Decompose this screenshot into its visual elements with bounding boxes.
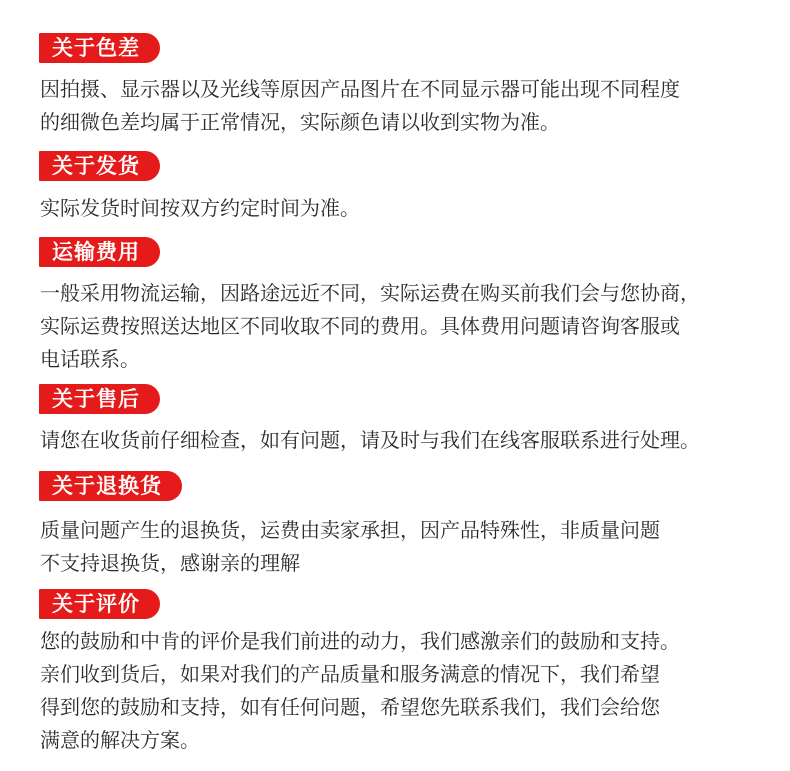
section-title-badge: 关于发货 <box>39 151 160 181</box>
section-body <box>40 424 780 457</box>
section-title-badge: 关于色差 <box>39 33 160 63</box>
body-line: 一般采用物流运输，因路途远近不同，实际运费在购买前我们会与您协商， <box>40 281 700 305</box>
body-line: 满意的解决方案。 <box>40 728 200 752</box>
section-body <box>40 625 780 757</box>
body-line: 亲们收到货后，如果对我们的产品质量和服务满意的情况下，我们希望 <box>40 662 660 686</box>
body-line: 实际发货时间按双方约定时间为准。 <box>40 196 360 220</box>
section-title-badge: 关于售后 <box>39 384 160 414</box>
section-title-badge: 关于退换货 <box>39 471 182 501</box>
body-line: 不支持退换货，感谢亲的理解 <box>40 551 300 575</box>
section-title-badge: 运输费用 <box>39 237 160 267</box>
section-body <box>40 277 780 376</box>
section-body <box>40 514 780 580</box>
section-body <box>40 192 780 225</box>
body-line: 请您在收货前仔细检查，如有问题，请及时与我们在线客服联系进行处理。 <box>40 428 700 452</box>
body-line: 实际运费按照送达地区不同收取不同的费用。具体费用问题请咨询客服或 <box>40 314 680 338</box>
body-line: 电话联系。 <box>40 347 140 371</box>
body-line: 得到您的鼓励和支持，如有任何问题，希望您先联系我们，我们会给您 <box>40 695 660 719</box>
section-title-badge: 关于评价 <box>39 589 160 619</box>
body-line: 的细微色差均属于正常情况，实际颜色请以收到实物为准。 <box>40 110 560 134</box>
section-body <box>40 73 780 139</box>
body-line: 因拍摄、显示器以及光线等原因产品图片在不同显示器可能出现不同程度 <box>40 77 680 101</box>
body-line: 您的鼓励和中肯的评价是我们前进的动力，我们感激亲们的鼓励和支持。 <box>40 629 680 653</box>
body-line: 质量问题产生的退换货，运费由卖家承担，因产品特殊性，非质量问题 <box>40 518 660 542</box>
